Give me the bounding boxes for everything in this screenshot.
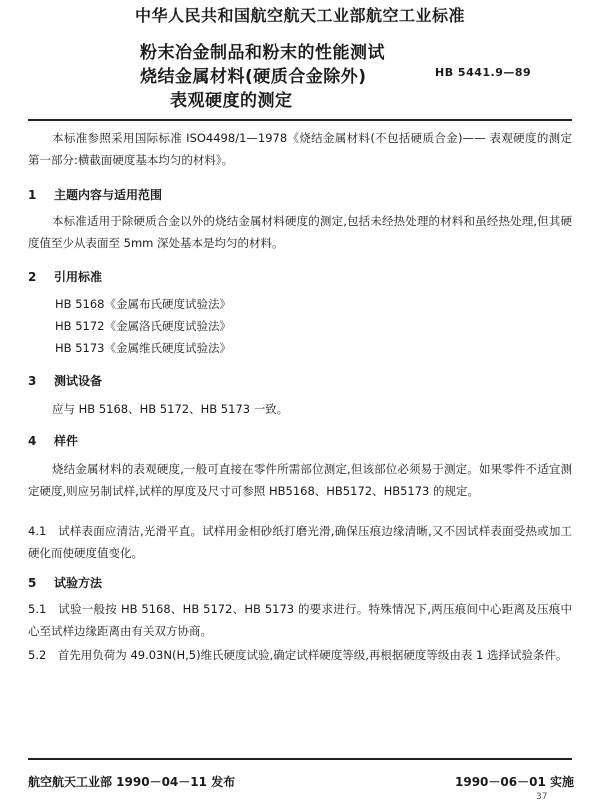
bottom-divider bbox=[28, 758, 572, 760]
title-line-1: 粉末冶金制品和粉末的性能测试 bbox=[140, 43, 385, 63]
effective-date: 1990－06－01 实施 bbox=[455, 775, 574, 789]
section-4-heading bbox=[28, 432, 78, 449]
title-line-2: 烧结金属材料(硬质合金除外) bbox=[140, 67, 367, 87]
title-line-3: 表观硬度的测定 bbox=[170, 91, 293, 111]
reference-item: HB 5173《金属维氏硬度试验法》 bbox=[55, 341, 231, 355]
section-title: 试验方法 bbox=[54, 576, 103, 590]
reference-item: HB 5168《金属布氏硬度试验法》 bbox=[55, 297, 231, 311]
section-title: 主题内容与适用范围 bbox=[54, 188, 163, 202]
top-divider bbox=[28, 119, 572, 121]
section-4-paragraph: 烧结金属材料的表观硬度,一般可直接在零件所需部位测定,但该部位必须易于测定。如果零件不适宜测定硬度,则应另制试样,试样的厚度及尺寸可参照 HB5168、HB5172、HB5173 的规定。 bbox=[28, 462, 572, 498]
issue-date: 航空航天工业部 1990－04－11 发布 bbox=[28, 775, 236, 789]
section-1-paragraph: 本标准适用于除硬质合金以外的烧结金属材料硬度的测定,包括未经热处理的材料和虽经热处理,但其硬度值至少从表面至 5mm 深处基本是均匀的材料。 bbox=[28, 214, 572, 250]
section-title: 样件 bbox=[54, 434, 79, 448]
clause-5-2: 5.2 首先用负荷为 49.03N(H,5)维氏硬度试验,确定试样硬度等级,再根据硬度等级由表 1 选择试验条件。 bbox=[28, 648, 568, 662]
section-number: 1 bbox=[28, 188, 37, 202]
preface-paragraph: 本标准参照采用国际标准 ISO4498/1—1978《烧结金属材料(不包括硬质合金)—— 表观硬度的测定 第一部分:横截面硬度基本均匀的材料》。 bbox=[28, 131, 584, 167]
section-3-paragraph: 应与 HB 5168、HB 5172、HB 5173 一致。 bbox=[52, 402, 289, 416]
section-3-heading bbox=[28, 372, 102, 389]
section-number: 5 bbox=[28, 576, 37, 590]
section-2-heading bbox=[28, 268, 102, 285]
clause-4-1: 4.1 试样表面应清洁,光滑平直。试样用金相砂纸打磨光滑,确保压痕边缘清晰,又不因试样表面受热或加工硬化而使硬度值变化。 bbox=[28, 524, 572, 560]
section-number: 4 bbox=[28, 434, 37, 448]
section-title: 测试设备 bbox=[54, 374, 103, 388]
header-title: 中华人民共和国航空航天工业部航空工业标准 bbox=[134, 6, 465, 25]
standard-number: HB 5441.9—89 bbox=[435, 66, 532, 79]
section-5-heading bbox=[28, 574, 102, 591]
section-1-heading bbox=[28, 186, 162, 203]
section-title: 引用标准 bbox=[54, 270, 103, 284]
section-number: 2 bbox=[28, 270, 37, 284]
clause-5-1: 5.1 试验一般按 HB 5168、HB 5172、HB 5173 的要求进行。特殊情况下,两压痕间中心距离及压痕中心至试样边缘距离由有关双方协商。 bbox=[28, 602, 572, 638]
section-number: 3 bbox=[28, 374, 37, 388]
page-number: 37 bbox=[536, 792, 548, 802]
reference-item: HB 5172《金属洛氏硬度试验法》 bbox=[55, 319, 231, 333]
